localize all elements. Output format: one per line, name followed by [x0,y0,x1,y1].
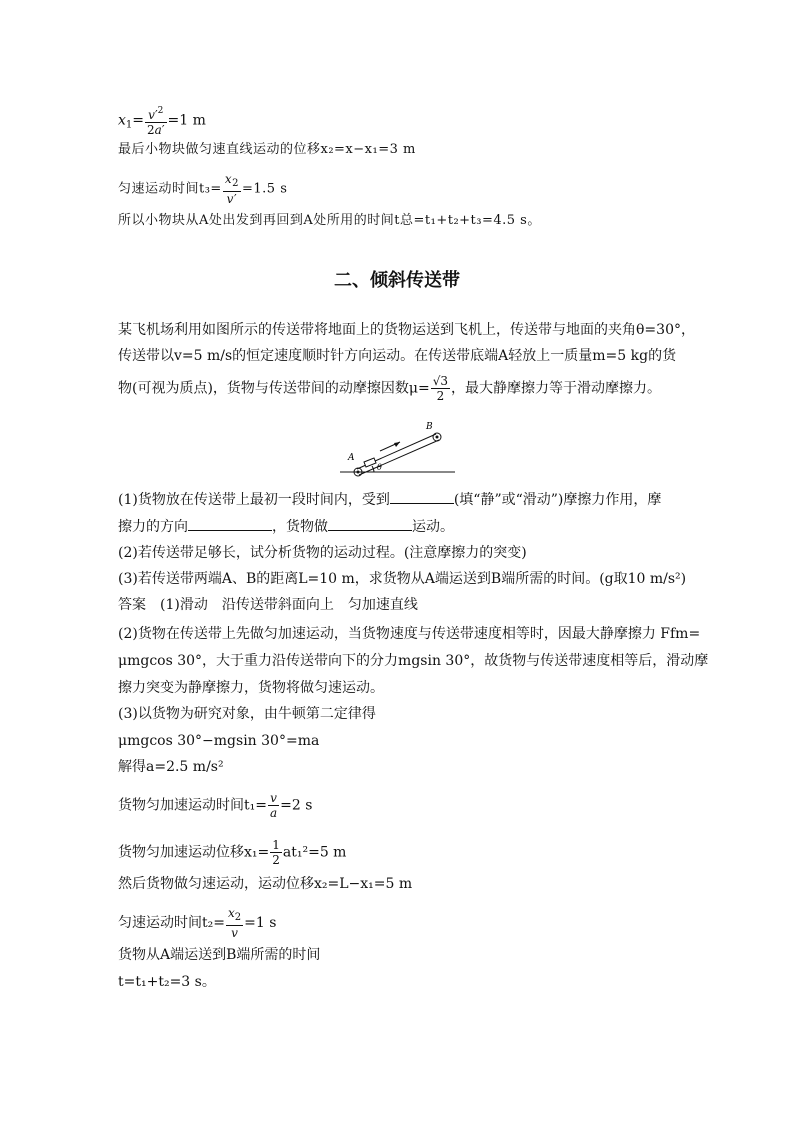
label-theta: θ [377,463,382,472]
equation-t2: 匀速运动时间t₂= $\frac{x_2}{v}$ =1 s [118,906,277,940]
text-line: 所以小物块从A处出发到再回到A处所用的时间t总=t₁+t₂+t₃=4.5 s。 [118,213,541,228]
equation: t=t₁+t₂=3 s。 [118,974,216,990]
conveyor-diagram [340,420,455,480]
question-3: (3)若传送带两端A、B的距离L=10 m，求货物从A端运送到B端所需的时间。(g取10 m/s²) [118,571,687,587]
answer-blank[interactable] [390,489,454,504]
problem-line: 传送带以v=5 m/s的恒定速度顺时针方向运动。在传送带底端A轻放上一质量m=5 kg的货 [118,348,677,364]
section-title: 二、倾斜传送带 [334,270,460,291]
answer-blank[interactable] [188,516,272,531]
problem-line: 物(可视为质点)，货物与传送带间的动摩擦因数μ= $\frac{√3}{2}$ ，最大静摩擦力等于滑动摩擦力。 [118,374,662,403]
question-2: (2)若传送带足够长，试分析货物的运动过程。(注意摩擦力的突变) [118,545,527,561]
question-1: (1)货物放在传送带上最初一段时间内，受到 (填“静”或“滑动”)摩擦力作用，摩 [118,489,661,510]
question-1-cont: 擦力的方向 ，货物做 运动。 [118,516,454,537]
answer-2: μmgcos 30°，大于重力沿传送带向下的分力mgsin 30°，故货物与传送带速度相等后，滑动摩 [118,653,709,669]
text-line: 最后小物块做匀速直线运动的位移x₂=x−x₁=3 m [118,142,416,157]
answer-3: (3)以货物为研究对象，由牛顿第二定律得 [118,706,376,722]
problem-line: 某飞机场利用如图所示的传送带将地面上的货物运送到飞机上，传送带与地面的夹角θ=30°， [118,322,695,338]
equation-t1: 货物匀加速运动时间t₁= $\frac{v}{a}$ =2 s [118,791,313,820]
equation: 解得a=2.5 m/s² [118,759,224,775]
eq-t3: 匀速运动时间t₃= $\frac{x_2}{v'}$ =1.5 s [118,172,288,206]
label-a: A [348,453,355,463]
equation-x1: 货物匀加速运动位移x₁= $\frac{1}{2}$ at₁²=5 m [118,838,347,867]
answer-2: 擦力突变为静摩擦力，货物将做匀速运动。 [118,680,384,696]
equation: 然后货物做匀速运动，运动位移x₂=L−x₁=5 m [118,876,413,892]
answer-blank[interactable] [328,516,412,531]
answer-text: 货物从A端运送到B端所需的时间 [118,947,321,963]
answer-2: (2)货物在传送带上先做匀加速运动，当货物速度与传送带速度相等时，因最大静摩擦力 Ffm= [118,626,701,642]
answer-1: 答案 (1)滑动 沿传送带斜面向上 匀加速直线 [118,597,418,613]
label-b: B [426,422,433,432]
eq-x1: $x_1=$ $\frac{v'^2}{2a'}$ =1 m [118,106,206,137]
equation: μmgcos 30°−mgsin 30°=ma [118,733,320,749]
